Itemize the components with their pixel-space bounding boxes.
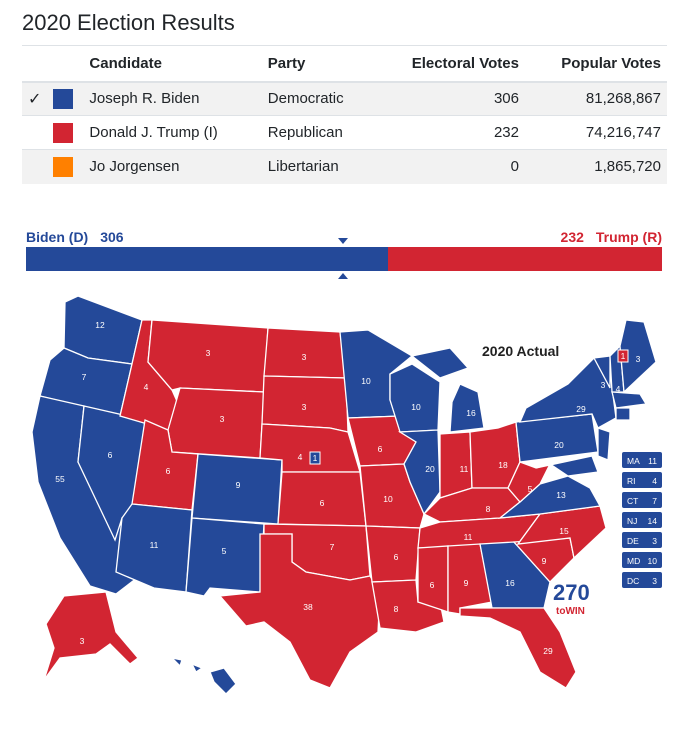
state-label: 20 [554,440,564,450]
state-label: 4 [143,382,149,392]
state-label: 3 [635,354,641,364]
state-label: 6 [393,552,399,562]
ne-split-label: 1 [312,453,318,463]
state-wy[interactable] [168,388,264,458]
electoral-votes: 232 [373,116,525,150]
party-color-swatch [47,150,83,184]
state-ma[interactable] [612,392,646,408]
popular-votes-header: Popular Votes [525,46,667,82]
state-label: 6 [319,498,325,508]
small-state-votes: 14 [647,516,657,526]
small-states-legend [622,452,662,588]
270-marker-top-icon [338,238,348,244]
vote-bar-track [26,247,662,271]
color-header [47,46,83,82]
small-state-votes: 3 [652,536,657,546]
state-label: 18 [498,460,508,470]
me-split-label: 1 [620,351,626,361]
small-state-name: MA [627,456,640,466]
map-title: 2020 Actual [482,343,560,359]
state-label: 11 [463,532,473,542]
small-state-votes: 10 [647,556,657,566]
electoral-map [20,292,670,732]
logo-text: toWIN [556,606,585,617]
state-nm[interactable] [186,518,264,596]
state-label: 3 [205,348,211,358]
popular-votes: 74,216,747 [525,116,667,150]
party-name: Libertarian [262,150,374,184]
winner-check-icon [22,116,47,150]
state-nj[interactable] [598,428,610,460]
state-label: 4 [209,686,215,696]
table-header-row [22,46,667,82]
state-label: 3 [301,402,307,412]
small-state-box-md[interactable] [622,552,662,568]
small-state-name: RI [627,476,636,486]
state-label: 13 [556,490,566,500]
state-label: 15 [559,526,569,536]
state-label: 10 [411,402,421,412]
state-label: 38 [303,602,313,612]
small-state-name: MD [627,556,641,566]
small-state-votes: 3 [652,576,657,586]
state-label: 6 [165,466,171,476]
electoral-votes-header: Electoral Votes [373,46,525,82]
page-title: 2020 Election Results [22,10,235,35]
state-label: 7 [81,372,87,382]
trump-bar-name: Trump (R) [595,229,662,245]
state-label: 16 [505,578,515,588]
small-state-name: CT [627,496,639,506]
state-label: 10 [361,376,371,386]
electoral-vote-bar [26,229,662,279]
trump-bar-label [561,229,662,245]
state-label: 29 [543,646,553,656]
state-label: 16 [466,408,476,418]
state-label: 3 [301,352,307,362]
popular-votes: 81,268,867 [525,82,667,116]
270-marker-bottom-icon [338,273,348,279]
state-label: 3 [79,636,85,646]
party-name: Republican [262,116,374,150]
state-label: 55 [55,474,65,484]
state-label: 12 [95,320,105,330]
state-hi[interactable] [172,658,236,694]
small-state-votes: 11 [648,456,657,466]
party-color-swatch [47,116,83,150]
small-state-votes: 4 [652,476,657,486]
candidate-name: Jo Jorgensen [83,150,261,184]
candidate-name: Donald J. Trump (I) [83,116,261,150]
party-header: Party [262,46,374,82]
state-label: 11 [459,464,469,474]
state-label: 9 [463,578,469,588]
trump-bar-fill [388,247,662,271]
small-state-box-ct[interactable] [622,492,662,508]
small-state-box-ri[interactable] [622,472,662,488]
state-ms[interactable] [418,546,448,612]
state-label: 10 [383,494,393,504]
small-state-box-de[interactable] [622,532,662,548]
biden-bar-label [26,229,124,245]
small-state-box-ma[interactable] [622,452,662,468]
state-ct[interactable] [616,408,630,420]
270towin-logo [553,580,590,617]
state-label: 9 [235,480,241,490]
state-label: 4 [297,452,303,462]
electoral-votes: 306 [373,82,525,116]
check-header [22,46,47,82]
small-state-box-nj[interactable] [622,512,662,528]
small-state-votes: 7 [652,496,657,506]
state-fl[interactable] [460,608,576,688]
biden-bar-fill [26,247,388,271]
state-label: 3 [219,414,225,424]
state-label: 11 [149,540,159,550]
state-label: 6 [377,444,383,454]
trump-bar-votes: 232 [560,229,584,245]
small-state-box-dc[interactable] [622,572,662,588]
state-label: 9 [541,556,547,566]
candidate-header: Candidate [83,46,261,82]
state-label: 8 [485,504,491,514]
biden-bar-votes: 306 [100,229,124,245]
winner-check-icon: ✓ [22,82,47,116]
small-state-name: NJ [627,516,638,526]
candidate-name: Joseph R. Biden [83,82,261,116]
party-color-swatch [47,82,83,116]
winner-check-icon [22,150,47,184]
state-label: 29 [576,404,586,414]
biden-bar-name: Biden (D) [26,229,89,245]
state-label: 7 [329,542,335,552]
small-state-name: DE [627,536,639,546]
state-label: 6 [429,580,435,590]
results-table [22,45,667,184]
electoral-votes: 0 [373,150,525,184]
party-name: Democratic [262,82,374,116]
state-label: 5 [221,546,227,556]
popular-votes: 1,865,720 [525,150,667,184]
table-row-biden [22,82,667,116]
state-label: 4 [615,384,621,394]
state-label: 8 [393,604,399,614]
logo-number: 270 [553,580,590,605]
state-ak[interactable] [44,592,138,680]
state-label: 20 [425,464,435,474]
state-label: 6 [107,450,113,460]
small-state-name: DC [627,576,640,586]
state-wi[interactable] [390,364,440,432]
state-label: 5 [527,484,533,494]
state-label: 3 [600,380,606,390]
table-row-trump [22,116,667,150]
table-row-jorgensen [22,150,667,184]
